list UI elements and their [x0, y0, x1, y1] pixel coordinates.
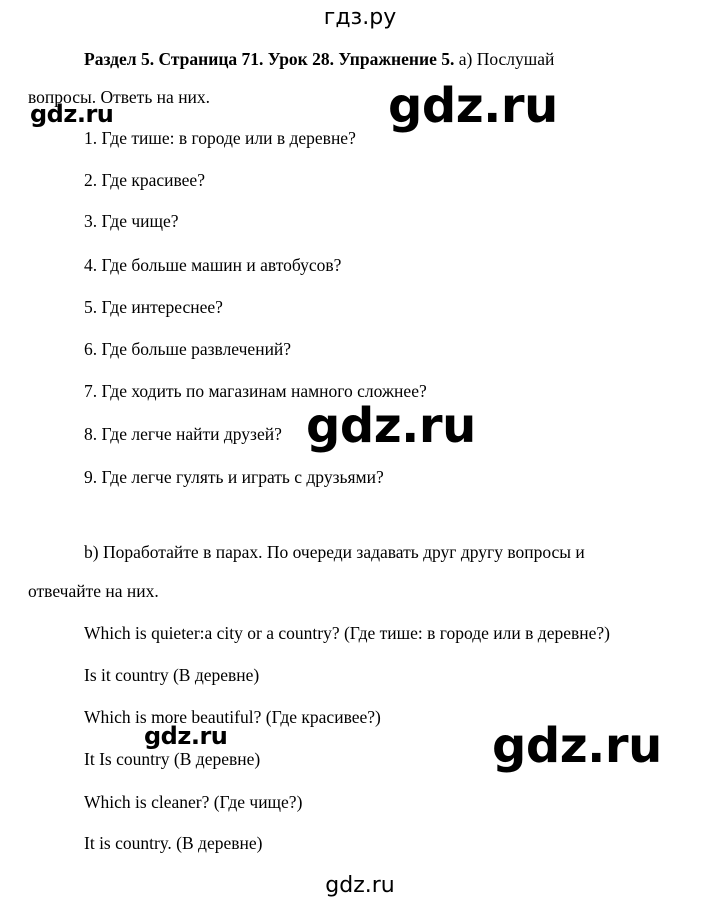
question-7: 7. Где ходить по магазинам намного сложнее?	[84, 381, 427, 401]
dialogue-line-3: Which is more beautiful? (Где красивее?)	[84, 707, 381, 727]
question-2: 2. Где красивее?	[84, 170, 205, 190]
exercise-title-line2: вопросы. Ответь на них.	[28, 87, 211, 107]
site-header: гдз.ру	[323, 5, 397, 30]
site-footer: gdz.ru	[325, 873, 395, 898]
question-5: 5. Где интереснее?	[84, 297, 223, 317]
part-b-line1: b) Поработайте в парах. По очереди задавать друг другу вопросы и	[84, 542, 585, 562]
exercise-title-bold: Раздел 5. Страница 71. Урок 28. Упражнение 5.	[84, 49, 455, 69]
exercise-title-rest: a) Послушай	[454, 49, 555, 69]
question-6: 6. Где больше развлечений?	[84, 339, 292, 359]
question-1: 1. Где тише: в городе или в деревне?	[84, 128, 356, 148]
dialogue-line-4: It Is country (В деревне)	[84, 749, 261, 769]
question-4: 4. Где больше машин и автобусов?	[84, 255, 342, 275]
part-b-line2: отвечайте на них.	[28, 581, 159, 601]
exercise-title	[84, 48, 554, 70]
dialogue-line-2: Is it country (В деревне)	[84, 665, 260, 685]
watermark-large-bottom: gdz.ru	[492, 718, 662, 774]
watermark-small-left: gdz.ru	[30, 100, 114, 128]
dialogue-line-1: Which is quieter:a city or a country? (Где тише: в городе или в деревне?)	[84, 623, 610, 643]
question-9: 9. Где легче гулять и играть с друзьями?	[84, 467, 384, 487]
watermark-large-middle: gdz.ru	[306, 398, 476, 454]
watermark-small-bottom: gdz.ru	[144, 722, 228, 750]
dialogue-line-6: It is country. (В деревне)	[84, 833, 263, 853]
question-8: 8. Где легче найти друзей?	[84, 424, 282, 444]
question-3: 3. Где чище?	[84, 211, 179, 231]
dialogue-line-5: Which is cleaner? (Где чище?)	[84, 792, 303, 812]
watermark-large-top: gdz.ru	[388, 78, 558, 134]
